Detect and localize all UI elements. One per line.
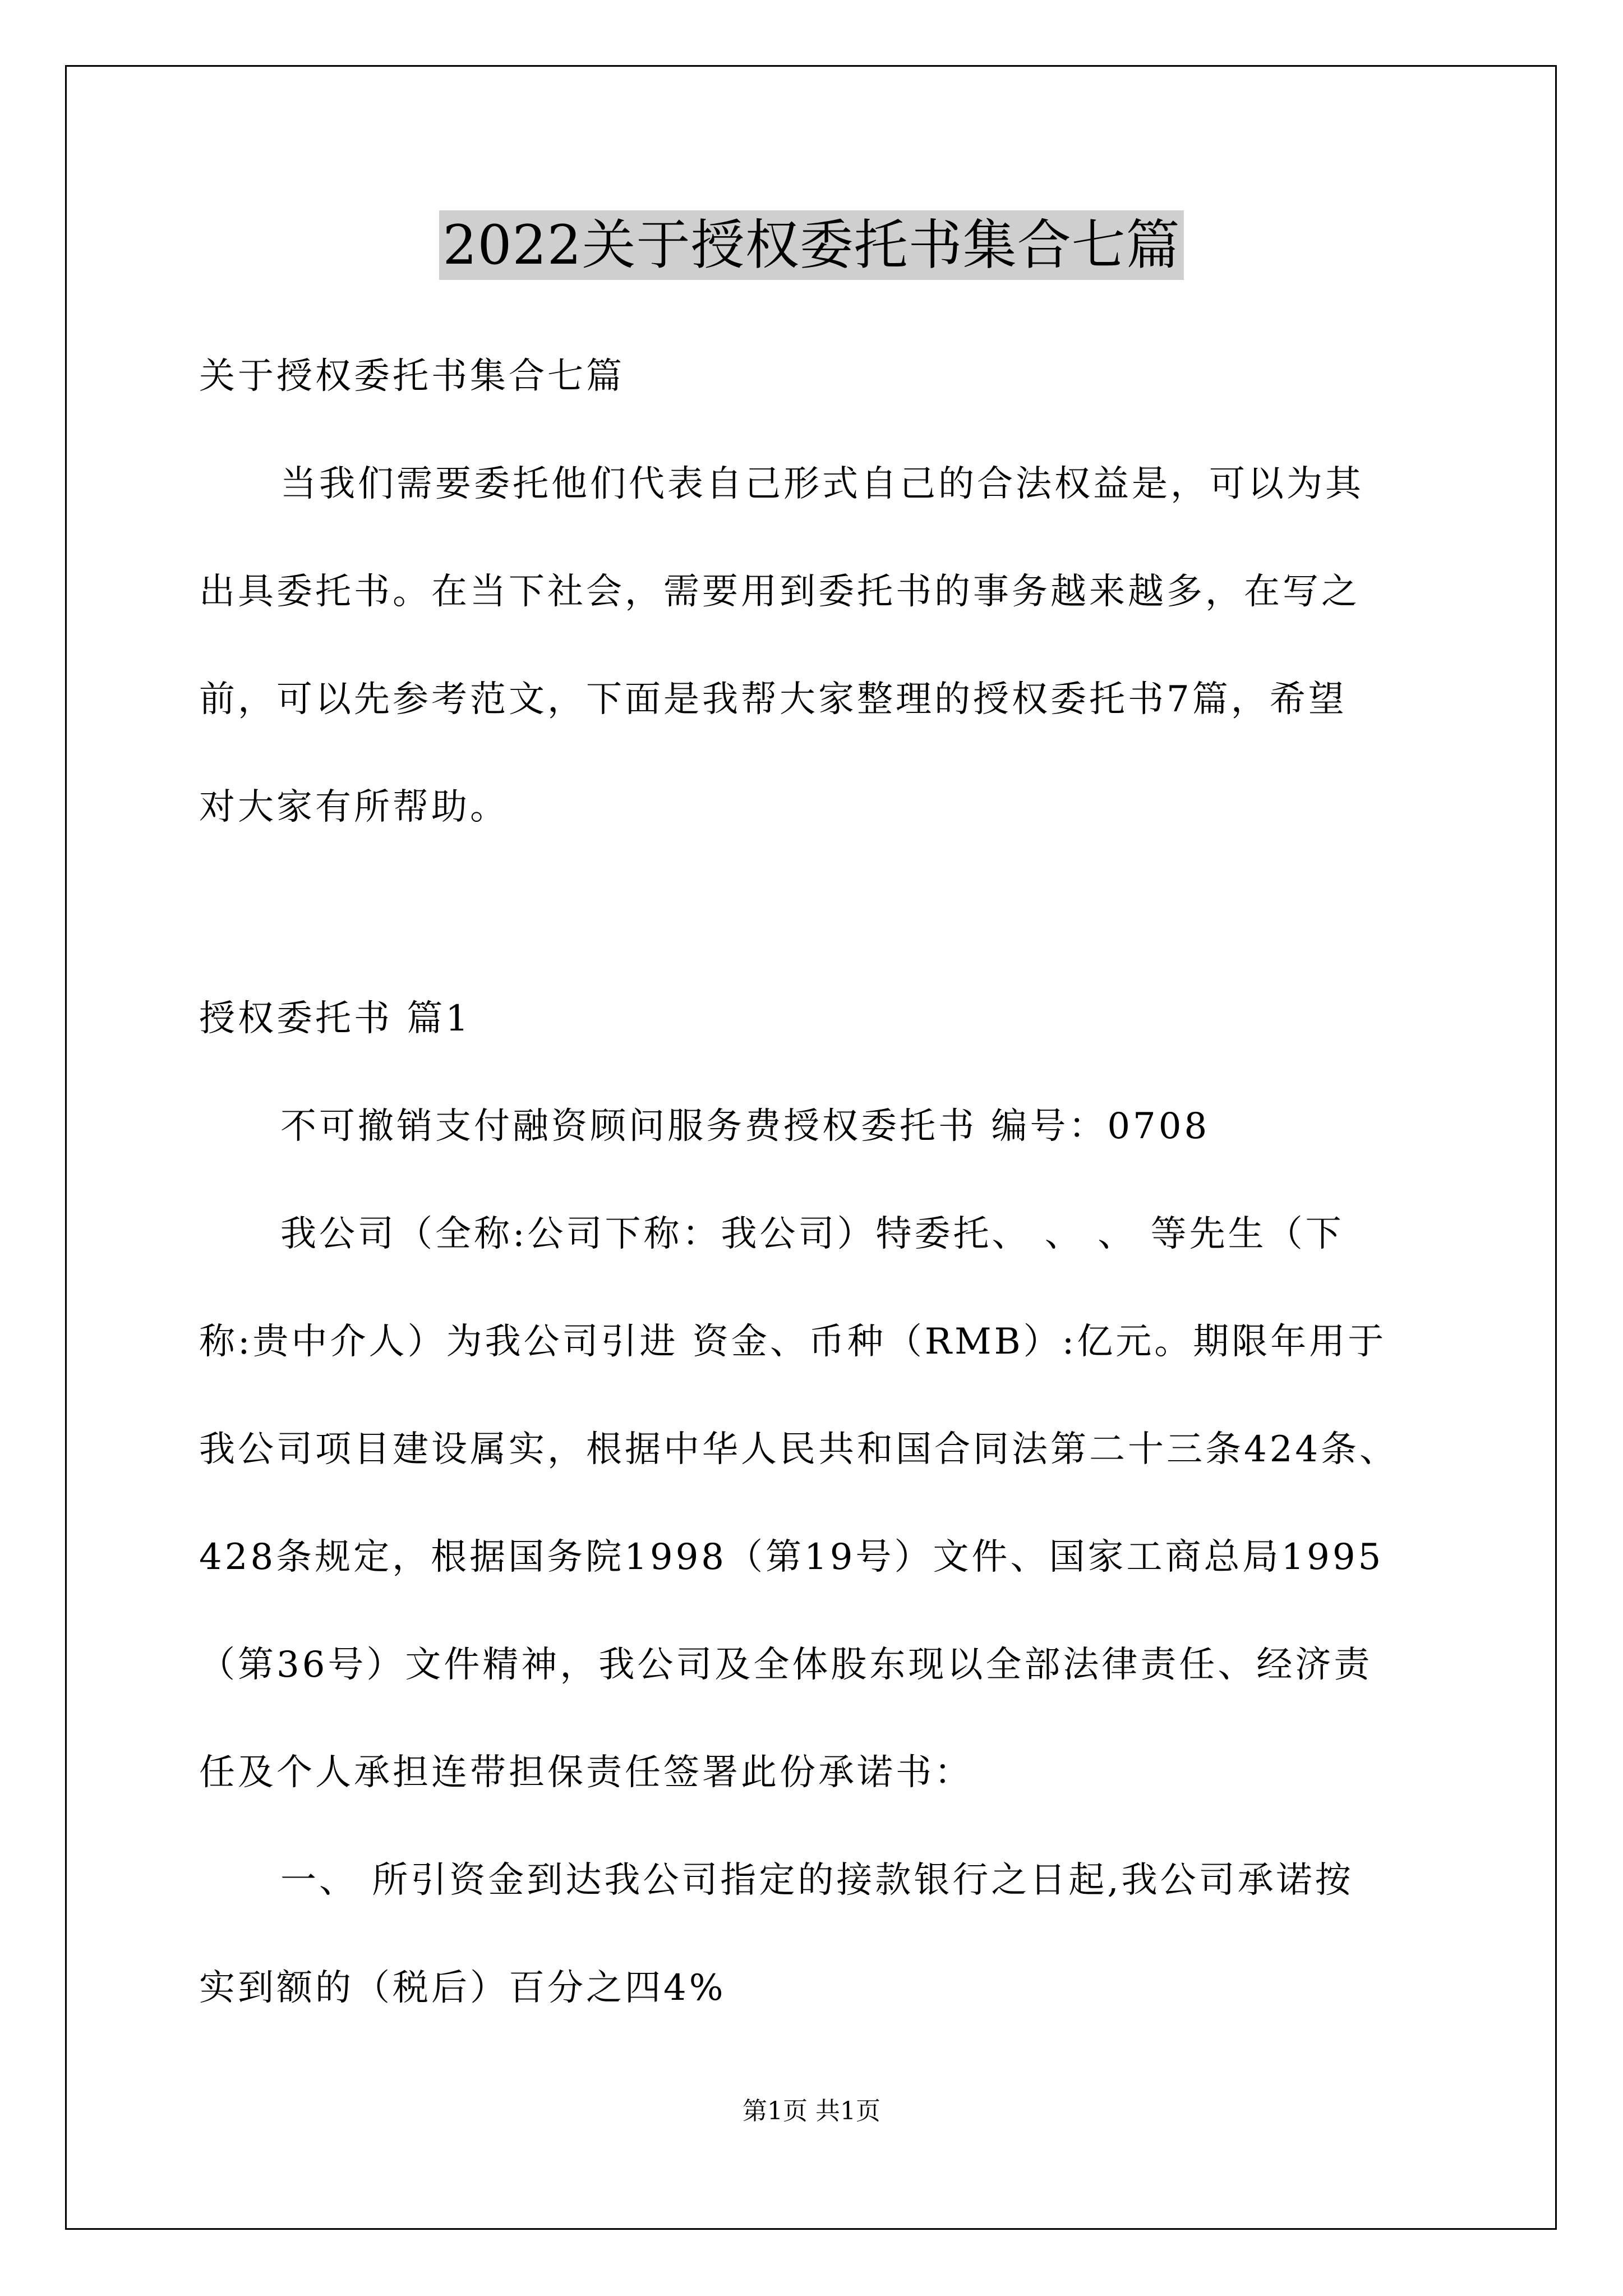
body-line-5: （第36号）文件精神，我公司及全体股东现以全部法律责任、经济责 [199,1644,1373,1686]
body-line-1: 我公司（全称:公司下称：我公司）特委托、 、 、 等先生（下 [280,1213,1344,1255]
intro-line-4: 对大家有所帮助。 [199,786,509,828]
intro-line-1: 当我们需要委托他们代表自己形式自己的合法权益是，可以为其 [280,463,1364,505]
document-title: 2022关于授权委托书集合七篇 [439,210,1183,280]
clause-line-1: 一、 所引资金到达我公司指定的接款银行之日起,我公司承诺按 [280,1860,1354,1901]
section-heading: 授权委托书 篇1 [199,998,472,1039]
intro-line-3: 前，可以先参考范文，下面是我帮大家整理的授权委托书7篇，希望 [199,679,1347,720]
body-line-6: 任及个人承担连带担保责任签署此份承诺书： [199,1752,973,1793]
body-line-3: 我公司项目建设属实，根据中华人民共和国合同法第二十三条424条、 [199,1429,1399,1470]
clause-line-2: 实到额的（税后）百分之四4% [199,1967,726,2009]
document-subtitle: 关于授权委托书集合七篇 [199,356,625,397]
title-container [0,210,1623,280]
body-line-2: 称:贵中介人）为我公司引进 资金、币种（RMB）:亿元。期限年用于 [199,1321,1387,1363]
page-footer: 第1页 共1页 [743,2097,880,2125]
intro-line-2: 出具委托书。在当下社会，需要用到委托书的事务越来越多，在写之 [199,571,1360,613]
doc-name-line: 不可撤销支付融资顾问服务费授权委托书 编号：0708 [280,1106,1210,1147]
body-line-4: 428条规定，根据国务院1998（第19号）文件、国家工商总局1995 [199,1536,1384,1578]
